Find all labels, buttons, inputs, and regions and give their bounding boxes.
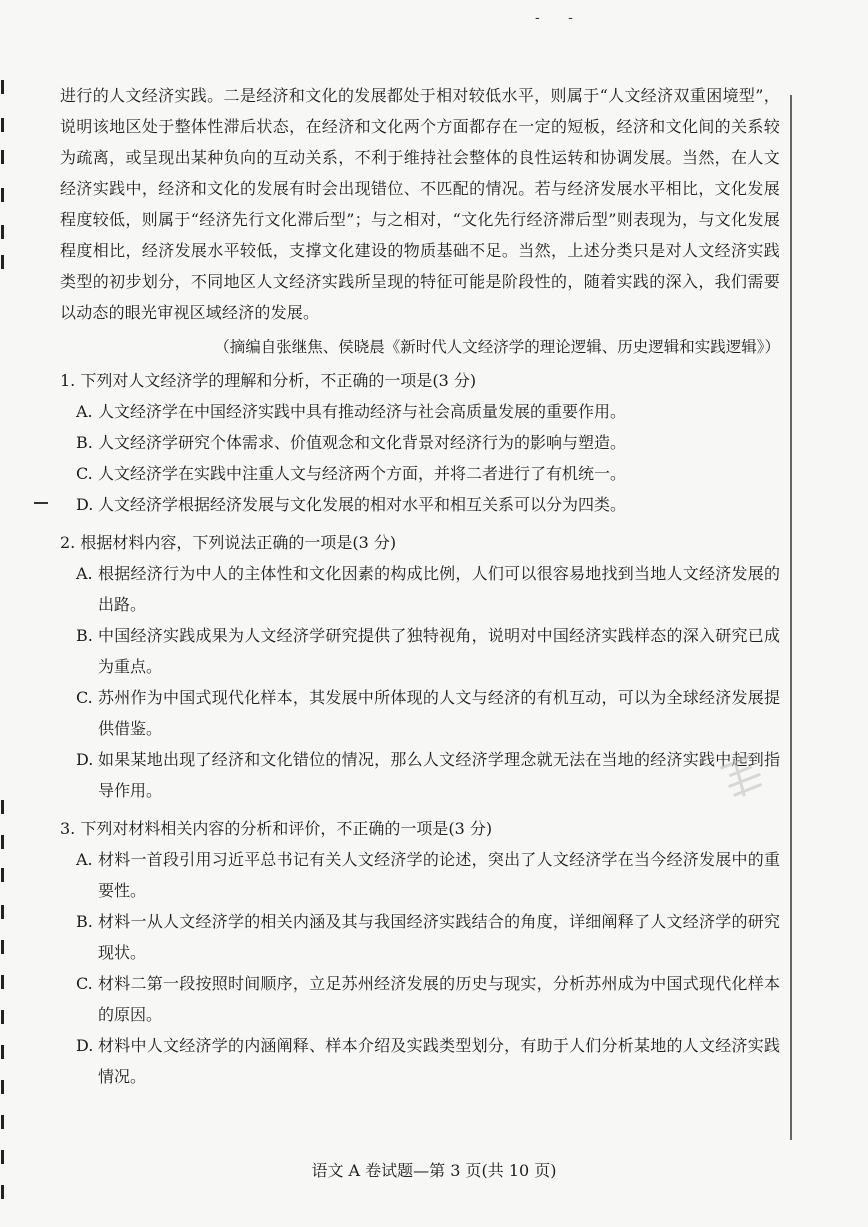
option-text: 中国经济实践成果为人文经济学研究提供了独特视角，说明对中国经济实践样态的深入研究已成为重点。 xyxy=(98,626,780,676)
option-b[interactable] xyxy=(60,620,780,682)
option-text: 根据经济行为中人的主体性和文化因素的构成比例，人们可以很容易地找到当地人文经济发展的出路。 xyxy=(98,564,780,614)
question-3 xyxy=(60,813,780,1092)
passage-paragraph: 进行的人文经济实践。二是经济和文化的发展都处于相对较低水平，则属于“人文经济双重困境型”，说明该地区处于整体性滞后状态，在经济和文化两个方面都存在一定的短板，经济和文化间的关系较为疏离，或呈现出某种负向的互动关系，不利于维持社会整体的良性运转和协调发展。当然，在人文经济实践中，经济和文化的发展有时会出现错位、不匹配的情况。若与经济发展水平相比，文化发展程度较低，则属于“经济先行文化滞后型”；与之相对，“文化先行经济滞后型”则表现为，与文化发展程度相比，经济发展水平较低，支撑文化建设的物质基础不足。当然，上述分类只是对人文经济实践类型的初步划分，不同地区人文经济实践所呈现的特征可能是阶段性的，随着实践的深入，我们需要以动态的眼光审视区域经济的发展。 xyxy=(60,86,780,322)
option-letter: C. xyxy=(76,464,93,483)
page-content xyxy=(60,80,780,1092)
option-c[interactable] xyxy=(60,682,780,744)
option-letter: A. xyxy=(76,402,93,421)
option-text: 人文经济学在中国经济实践中具有推动经济与社会高质量发展的重要作用。 xyxy=(98,402,627,421)
option-d[interactable] xyxy=(60,1030,780,1092)
option-letter: D. xyxy=(76,750,94,769)
option-letter: B. xyxy=(76,912,93,931)
margin-dash xyxy=(34,502,48,504)
option-text: 人文经济学研究个体需求、价值观念和文化背景对经济行为的影响与塑造。 xyxy=(98,433,627,452)
passage-source: （摘编自张继焦、侯晓晨《新时代人文经济学的理论逻辑、历史逻辑和实践逻辑》） xyxy=(214,338,780,356)
question-1 xyxy=(60,365,780,520)
question-2 xyxy=(60,527,780,806)
option-a[interactable] xyxy=(60,396,780,427)
option-c[interactable] xyxy=(60,968,780,1030)
option-d[interactable] xyxy=(60,744,780,806)
option-text: 材料一从人文经济学的相关内涵及其与我国经济实践结合的角度，详细阐释了人文经济学的研究现状。 xyxy=(98,912,780,962)
column-rule xyxy=(790,95,792,1140)
option-letter: C. xyxy=(76,974,93,993)
option-text: 材料二第一段按照时间顺序，立足苏州经济发展的历史与现实，分析苏州成为中国式现代化样本的原因。 xyxy=(98,974,780,1024)
option-letter: A. xyxy=(76,850,93,869)
option-text: 材料中人文经济学的内涵阐释、样本介绍及实践类型划分，有助于人们分析某地的人文经济实践情况。 xyxy=(98,1036,780,1086)
question-stem: 1. 下列对人文经济学的理解和分析，不正确的一项是(3 分) xyxy=(60,371,477,390)
option-letter: A. xyxy=(76,564,93,583)
option-letter: D. xyxy=(76,495,94,514)
option-letter: C. xyxy=(76,688,93,707)
question-stem: 3. 下列对材料相关内容的分析和评价，不正确的一项是(3 分) xyxy=(60,819,493,838)
option-text: 苏州作为中国式现代化样本，其发展中所体现的人文与经济的有机互动，可以为全球经济发展提供借鉴。 xyxy=(98,688,780,738)
page-footer: 语文 A 卷试题—第 3 页(共 10 页) xyxy=(311,1161,557,1180)
option-letter: B. xyxy=(76,626,93,645)
option-text: 人文经济学根据经济发展与文化发展的相对水平和相互关系可以分为四类。 xyxy=(98,495,627,514)
option-text: 人文经济学在实践中注重人文与经济两个方面，并将二者进行了有机统一。 xyxy=(98,464,627,483)
option-c[interactable] xyxy=(60,458,780,489)
option-letter: D. xyxy=(76,1036,94,1055)
binding-edge-marks xyxy=(0,0,6,1227)
option-a[interactable] xyxy=(60,558,780,620)
option-a[interactable] xyxy=(60,844,780,906)
option-text: 材料一首段引用习近平总书记有关人文经济学的论述，突出了人文经济学在当今经济发展中的重要性。 xyxy=(98,850,780,900)
option-b[interactable] xyxy=(60,906,780,968)
option-letter: B. xyxy=(76,433,93,452)
option-text: 如果某地出现了经济和文化错位的情况，那么人文经济学理念就无法在当地的经济实践中起到指导作用。 xyxy=(98,750,780,800)
option-d[interactable] xyxy=(60,489,780,520)
option-b[interactable] xyxy=(60,427,780,458)
header-marks: - - xyxy=(535,10,585,26)
question-stem: 2. 根据材料内容，下列说法正确的一项是(3 分) xyxy=(60,533,397,552)
